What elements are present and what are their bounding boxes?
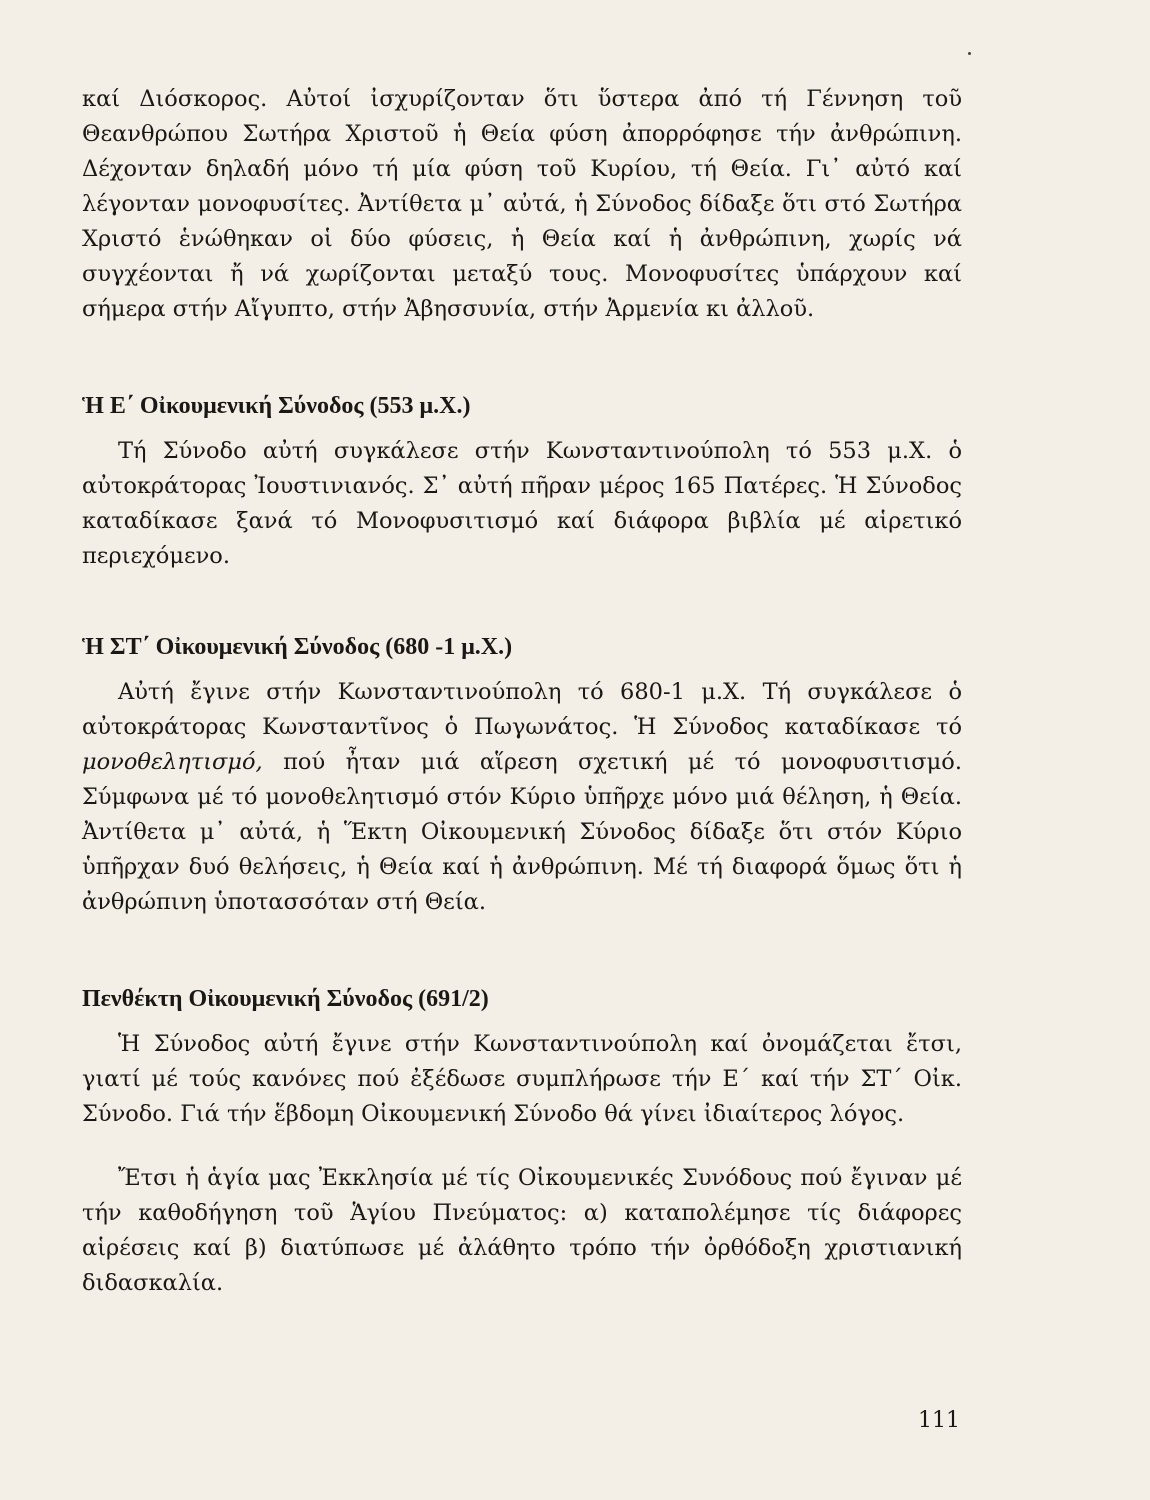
section-text-sixth-council-part2: πού ἦταν μιά αἵρεση σχετική μέ τό μονοφυσιτισμό. Σύμφωνα μέ τό μονοθελητισμό στόν Κύριο ὑπῆρχε μόνο μιά θέληση, ἡ Θεία. Ἀντίθετα μ᾽ αὐτά, ἡ Ἕκτη Οἰκουμενική Σύνοδος δίδαξε ὅτι στόν Κύριο ὑπῆρχαν δυό θελήσεις, ἡ Θεία καί ἡ ἀνθρώπινη. Μέ τή διαφορά ὅμως ὅτι ἡ ἀνθρώπινη ὑποτασσόταν στή Θεία. — [82, 749, 962, 915]
emphasized-term-monothelitism: μονοθελητισμό, — [82, 749, 263, 775]
section-text-fifth-council: Τή Σύνοδο αὐτή συγκάλεσε στήν Κωνσταντινούπολη τό 553 μ.Χ. ὁ αὐτοκράτορας Ἰουστινιανός. Σ᾽ αὐτή πῆραν μέρος 165 Πατέρες. Ἡ Σύνοδος καταδίκασε ξανά τό Μονοφυσιτισμό καί διάφορα βιβλία μέ αἱρετικό περιεχόμενο. — [82, 438, 962, 569]
section-text-sixth-council — [82, 675, 962, 920]
conclusion-paragraph: Ἔτσι ἡ ἁγία μας Ἐκκλησία μέ τίς Οἰκουμενικές Συνόδους πού ἔγιναν μέ τήν καθοδήγηση τοῦ Ἁγίου Πνεύματος: α) καταπολέμησε τίς διάφορες αἱρέσεις καί β) διατύπωσε μέ ἀλάθητο τρόπο τήν ὀρθόδοξη χριστιανική διδασκαλία. — [82, 1165, 962, 1296]
section-fifth-council — [82, 389, 962, 574]
conclusion-block — [82, 1161, 962, 1301]
section-quinisext-council — [82, 982, 962, 1132]
section-heading-quinisext-council: Πενθέκτη Οἰκουμενική Σύνοδος (691/2) — [82, 986, 489, 1012]
section-heading-sixth-council: Ἡ ΣΤ΄ Οἰκουμενική Σύνοδος (680 -1 μ.Χ.) — [82, 634, 513, 660]
section-text-quinisext-council: Ἡ Σύνοδος αὐτή ἔγινε στήν Κωνσταντινούπολη καί ὀνομάζεται ἔτσι, γιατί μέ τούς κανόνες πού ἐξέδωσε συμπλήρωσε τήν Ε΄ καί τήν ΣΤ΄ Οἰκ. Σύνοδο. Γιά τήν ἕβδομη Οἰκουμενική Σύνοδο θά γίνει ἰδιαίτερος λόγος. — [82, 1031, 962, 1127]
opening-paragraph-block — [82, 82, 962, 327]
page-speck — [968, 52, 971, 55]
section-heading-fifth-council: Ἡ Ε΄ Οἰκουμενική Σύνοδος (553 μ.Χ.) — [82, 393, 471, 419]
page-number: 111 — [918, 1408, 960, 1433]
opening-paragraph: καί Διόσκορος. Αὐτοί ἰσχυρίζονταν ὅτι ὕστερα ἀπό τή Γέννηση τοῦ Θεανθρώπου Σωτήρα Χριστοῦ ἡ Θεία φύση ἀπορρόφησε τήν ἀνθρώπινη. Δέχονταν δηλαδή μόνο τή μία φύση τοῦ Κυρίου, τή Θεία. Γι᾽ αὐτό καί λέγονταν μονοφυσίτες. Ἀντίθετα μ᾽ αὐτά, ἡ Σύνοδος δίδαξε ὅτι στό Σωτήρα Χριστό ἑνώθηκαν οἱ δύο φύσεις, ἡ Θεία καί ἡ ἀνθρώπινη, χωρίς νά συγχέονται ἤ νά χωρίζονται μεταξύ τους. Μονοφυσίτες ὑπάρχουν καί σήμερα στήν Αἴγυπτο, στήν Ἀβησσυνία, στήν Ἀρμενία κι ἀλλοῦ. — [82, 86, 962, 322]
section-text-sixth-council-part1: Αὐτή ἔγινε στήν Κωνσταντινούπολη τό 680-1 μ.Χ. Τή συγκάλεσε ὁ αὐτοκράτορας Κωνσταντῖνος ὁ Πωγωνάτος. Ἡ Σύνοδος καταδίκασε τό — [82, 679, 962, 740]
section-sixth-council — [82, 630, 962, 920]
